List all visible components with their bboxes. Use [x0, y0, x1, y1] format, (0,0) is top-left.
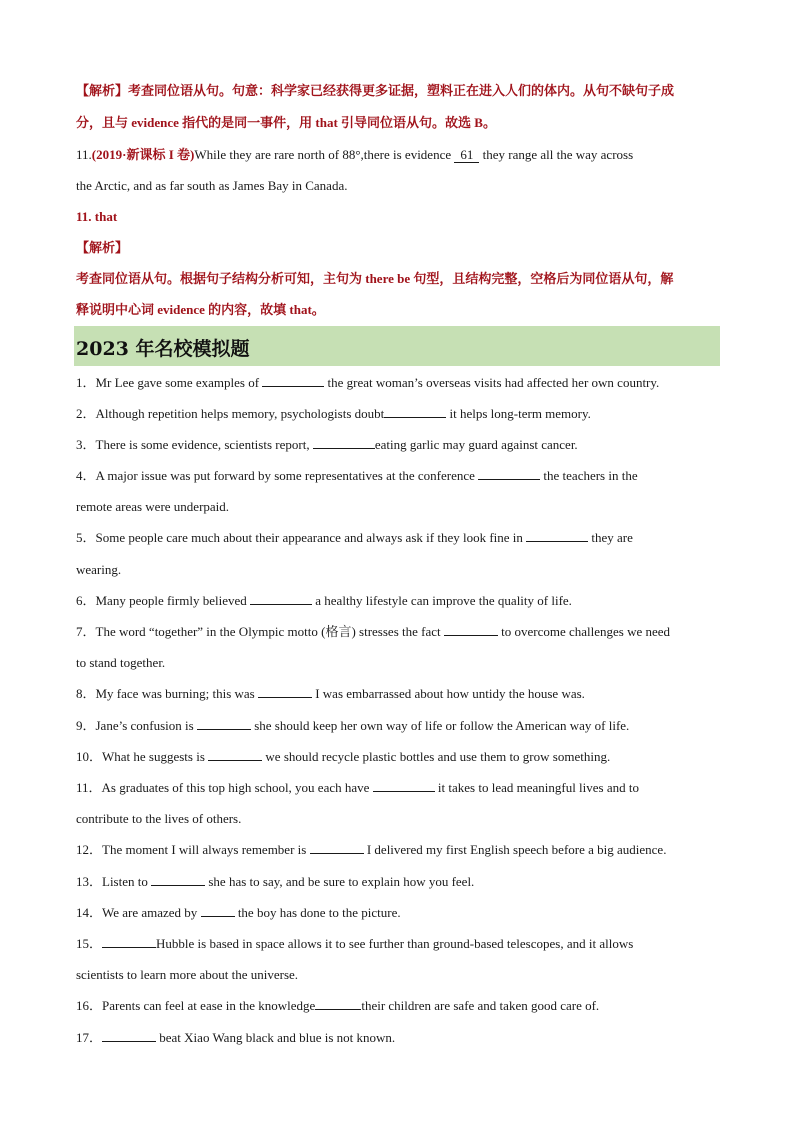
- question-17: [76, 1029, 720, 1047]
- question-number: 11.: [76, 147, 92, 162]
- question-text: 1．Mr Lee gave some examples of: [76, 375, 263, 390]
- question-text: 11．As graduates of this top high school, you each have: [76, 780, 373, 795]
- question-text: 2．Although repetition helps memory, psychologists doubt: [76, 406, 385, 421]
- answer-11: 11. that: [76, 209, 118, 224]
- question-text-cont: Hubble is based in space allows it to see further than ground-based telescopes, and it allows: [156, 936, 634, 951]
- question-text-cont: their children are safe and taken good care of.: [361, 998, 600, 1013]
- answer-blank: [102, 935, 156, 948]
- section-title: 2023 年名校模拟题: [76, 338, 250, 360]
- question-7-line-2: to stand together.: [76, 655, 166, 670]
- gaokao-question-11-line-2: the Arctic, and as far south as James Bay in Canada.: [76, 178, 348, 193]
- question-text: 14．We are amazed by: [76, 905, 201, 920]
- question-text-cont: she has to say, and be sure to explain how you feel.: [205, 874, 475, 889]
- question-9: [76, 717, 720, 735]
- question-text: 4．A major issue was put forward by some representatives at the conference: [76, 468, 479, 483]
- question-12: [76, 841, 720, 859]
- question-text: 8．My face was burning; this was: [76, 686, 258, 701]
- question-text-cont: they are: [588, 530, 633, 545]
- question-text: 6．Many people firmly believed: [76, 593, 251, 608]
- answer-blank: [208, 748, 262, 761]
- answer-blank: [526, 529, 588, 542]
- question-16: [76, 997, 720, 1015]
- question-text-cont: the boy has done to the picture.: [234, 905, 401, 920]
- answer-blank: [102, 1029, 156, 1042]
- question-text: 3．There is some evidence, scientists report,: [76, 437, 313, 452]
- answer-blank: [315, 997, 361, 1010]
- question-text-cont: the teachers in the: [540, 468, 638, 483]
- question-text-cont: a healthy lifestyle can improve the quality of life.: [312, 593, 572, 608]
- section-header: [74, 326, 720, 366]
- question-text-cont: eating garlic may guard against cancer.: [374, 437, 578, 452]
- question-text-cont: to overcome challenges we need: [497, 624, 671, 639]
- question-text-cont: I delivered my first English speech before a big audience.: [363, 842, 667, 857]
- answer-blank: [384, 405, 446, 418]
- question-text: 13．Listen to: [76, 874, 152, 889]
- question-text: 17．: [76, 1030, 103, 1045]
- question-text: 10．What he suggests is: [76, 749, 209, 764]
- question-text-cont: it takes to lead meaningful lives and to: [434, 780, 639, 795]
- question-text: 7．The word “together” in the Olympic motto (格言) stresses the fact: [76, 624, 444, 639]
- question-text: While they are rare north of 88°,there is evidence: [194, 147, 455, 162]
- question-text-cont: she should keep her own way of life or follow the American way of life.: [250, 718, 630, 733]
- answer-blank: [197, 717, 251, 730]
- question-14: [76, 904, 720, 922]
- question-text-cont: I was embarrassed about how untidy the house was.: [311, 686, 585, 701]
- answer-blank: [478, 467, 540, 480]
- question-2: [76, 405, 720, 423]
- question-text-cont: they range all the way across: [479, 147, 634, 162]
- question-4: [76, 467, 720, 485]
- question-7: [76, 623, 720, 641]
- answer-blank-61: 61: [454, 148, 479, 163]
- question-1: [76, 374, 720, 392]
- question-13: [76, 873, 720, 891]
- question-11: [76, 779, 720, 797]
- question-15: [76, 935, 720, 953]
- question-text-cont: the great woman’s overseas visits had affected her own country.: [324, 375, 660, 390]
- question-4-line-2: remote areas were underpaid.: [76, 499, 230, 514]
- answer-blank: [262, 374, 324, 387]
- analysis-label: 【解析】: [76, 240, 129, 255]
- question-text-cont: we should recycle plastic bottles and use them to grow something.: [262, 749, 611, 764]
- question-15-line-2: scientists to learn more about the universe.: [76, 967, 299, 982]
- answer-blank: [313, 436, 375, 449]
- analysis-top-line-2: 分，且与 evidence 指代的是同一事件，用 that 引导同位语从句。故选 B。: [76, 115, 496, 130]
- question-6: [76, 592, 720, 610]
- analysis-11-line-2: 释说明中心词 evidence 的内容，故填 that。: [76, 302, 325, 317]
- question-text-cont: it helps long-term memory.: [446, 406, 591, 421]
- question-10: [76, 748, 720, 766]
- question-text: 12．The moment I will always remember is: [76, 842, 310, 857]
- question-5-line-2: wearing.: [76, 562, 122, 577]
- answer-blank: [250, 592, 312, 605]
- question-5: [76, 529, 720, 547]
- question-text: 15．: [76, 936, 103, 951]
- answer-blank: [201, 904, 235, 917]
- answer-blank: [444, 623, 498, 636]
- question-text: 16．Parents can feel at ease in the knowledge: [76, 998, 316, 1013]
- question-source: (2019·新课标 I 卷): [91, 147, 195, 162]
- question-text: 9．Jane’s confusion is: [76, 718, 197, 733]
- question-11-line-2: contribute to the lives of others.: [76, 811, 242, 826]
- answer-blank: [373, 779, 435, 792]
- question-text: 5．Some people care much about their appearance and always ask if they look fine in: [76, 530, 527, 545]
- question-3: [76, 436, 720, 454]
- gaokao-question-11: [76, 146, 720, 164]
- question-8: [76, 685, 720, 703]
- analysis-top-line-1: 【解析】考查同位语从句。句意：科学家已经获得更多证据，塑料正在进入人们的体内。从句不缺句子成: [76, 83, 675, 98]
- answer-blank: [258, 685, 312, 698]
- answer-blank: [151, 873, 205, 886]
- question-text-cont: beat Xiao Wang black and blue is not known.: [156, 1030, 396, 1045]
- answer-blank: [310, 841, 364, 854]
- analysis-11-line-1: 考查同位语从句。根据句子结构分析可知，主句为 there be 句型，且结构完整，空格后为同位语从句，解: [76, 271, 674, 286]
